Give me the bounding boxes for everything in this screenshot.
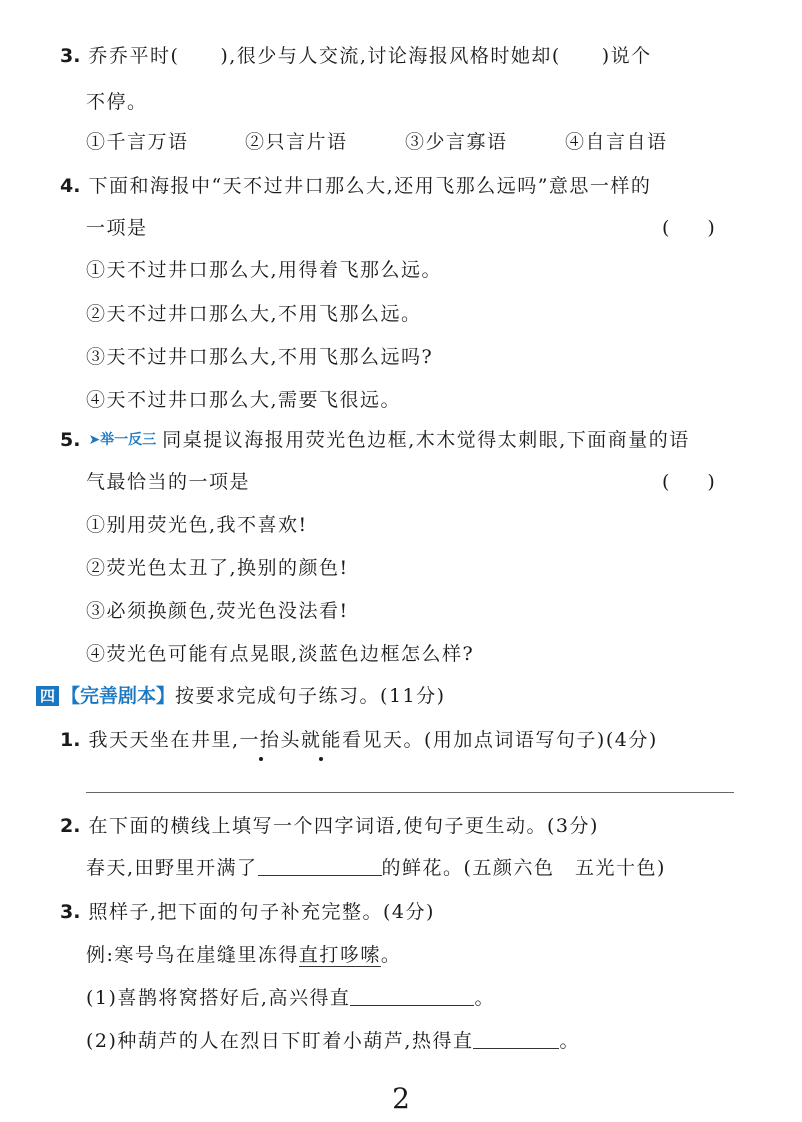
s4q3-item1-blank[interactable] — [350, 987, 474, 1006]
s4q3-item2-before: (2)种葫芦的人在烈日下盯着小葫芦,热得直 — [86, 1030, 474, 1052]
q4-line1 — [60, 174, 651, 198]
q3-option-3[interactable]: ③少言寡语 — [405, 131, 508, 153]
emphasis-dot — [319, 757, 323, 761]
s4q3-number: 3. — [60, 901, 81, 923]
q5-line1 — [60, 428, 690, 452]
q3-line1 — [60, 44, 652, 68]
s4q3-example — [86, 943, 401, 967]
s4q3-item2 — [86, 1029, 580, 1053]
s4q3-item2-blank[interactable] — [473, 1030, 559, 1049]
s4q3-item1-after: 。 — [474, 987, 495, 1009]
s4q2-blank[interactable] — [258, 857, 382, 876]
s4q2-sentence-before: 春天,田野里开满了 — [86, 857, 258, 879]
page-number: 2 — [392, 1082, 410, 1115]
q3-text2: 不停。 — [86, 91, 148, 113]
q5-option-2[interactable]: ②荧光色太丑了,换别的颜色! — [86, 557, 349, 579]
q5-option-4[interactable]: ④荧光色可能有点晃眼,淡蓝色边框怎么样? — [86, 643, 475, 665]
s4q3-item1-before: (1)喜鹊将窝搭好后,高兴得直 — [86, 987, 351, 1009]
s4q2-number: 2. — [60, 815, 81, 837]
s4q1-text: 我天天坐在井里,一抬头就能看见天。(用加点词语写句子)(4分) — [88, 729, 658, 751]
s4q2-sentence-after: 的鲜花。(五颜六色 五光十色) — [381, 857, 666, 879]
q5-tag: ➤举一反三 — [88, 432, 157, 448]
q5-answer-paren[interactable]: ( ) — [662, 471, 715, 493]
q3-option-4[interactable]: ④自言自语 — [565, 131, 668, 153]
emphasis-dot — [259, 757, 263, 761]
s4q3-example-suffix: 。 — [380, 944, 402, 966]
q3-text1: 乔乔平时( ),很少与人交流,讨论海报风格时她却( )说个 — [88, 45, 652, 67]
s4q2-text: 在下面的横线上填写一个四字词语,使句子更生动。(3分) — [88, 815, 599, 837]
s4q1-number: 1. — [60, 729, 81, 751]
q3-option-2[interactable]: ②只言片语 — [245, 131, 348, 153]
q5-option-1[interactable]: ①别用荧光色,我不喜欢! — [86, 514, 308, 536]
s4q1-answer-line[interactable] — [86, 792, 734, 793]
q4-option-1[interactable]: ①天不过井口那么大,用得着飞那么远。 — [86, 259, 443, 281]
section4-title: 【完善剧本】 — [61, 685, 176, 707]
s4q2-line — [60, 814, 599, 838]
section4-instruction: 按要求完成句子练习。(11分) — [175, 685, 446, 707]
s4q1-line — [60, 728, 658, 752]
q5-text2: 气最恰当的一项是 — [86, 471, 251, 493]
q4-option-4[interactable]: ④天不过井口那么大,需要飞很远。 — [86, 389, 402, 411]
s4q3-example-underlined: 直打哆嗦 — [298, 944, 381, 966]
s4q3-text: 照样子,把下面的句子补充完整。(4分) — [88, 901, 435, 923]
q4-option-3[interactable]: ③天不过井口那么大,不用飞那么远吗? — [86, 346, 434, 368]
s4q3-item2-after: 。 — [559, 1030, 580, 1052]
q4-number: 4. — [60, 175, 81, 197]
s4q3-line — [60, 900, 435, 924]
s4q2-sentence — [86, 856, 666, 880]
q3-number: 3. — [60, 45, 81, 67]
q5-option-3[interactable]: ③必须换颜色,荧光色没法看! — [86, 600, 349, 622]
q4-answer-paren[interactable]: ( ) — [662, 217, 715, 239]
q3-option-1[interactable]: ①千言万语 — [86, 131, 189, 153]
section4-heading — [36, 684, 446, 708]
q5-text1: 同桌提议海报用荧光色边框,木木觉得太刺眼,下面商量的语 — [162, 429, 690, 451]
section4-badge: 四 — [36, 686, 59, 706]
q5-number: 5. — [60, 429, 81, 451]
q4-text2: 一项是 — [86, 217, 148, 239]
q4-text1: 下面和海报中“天不过井口那么大,还用飞那么远吗”意思一样的 — [88, 175, 652, 197]
q4-option-2[interactable]: ②天不过井口那么大,不用飞那么远。 — [86, 303, 422, 325]
s4q3-item1 — [86, 986, 495, 1010]
s4q3-example-prefix: 例:寒号鸟在崖缝里冻得 — [86, 944, 299, 966]
